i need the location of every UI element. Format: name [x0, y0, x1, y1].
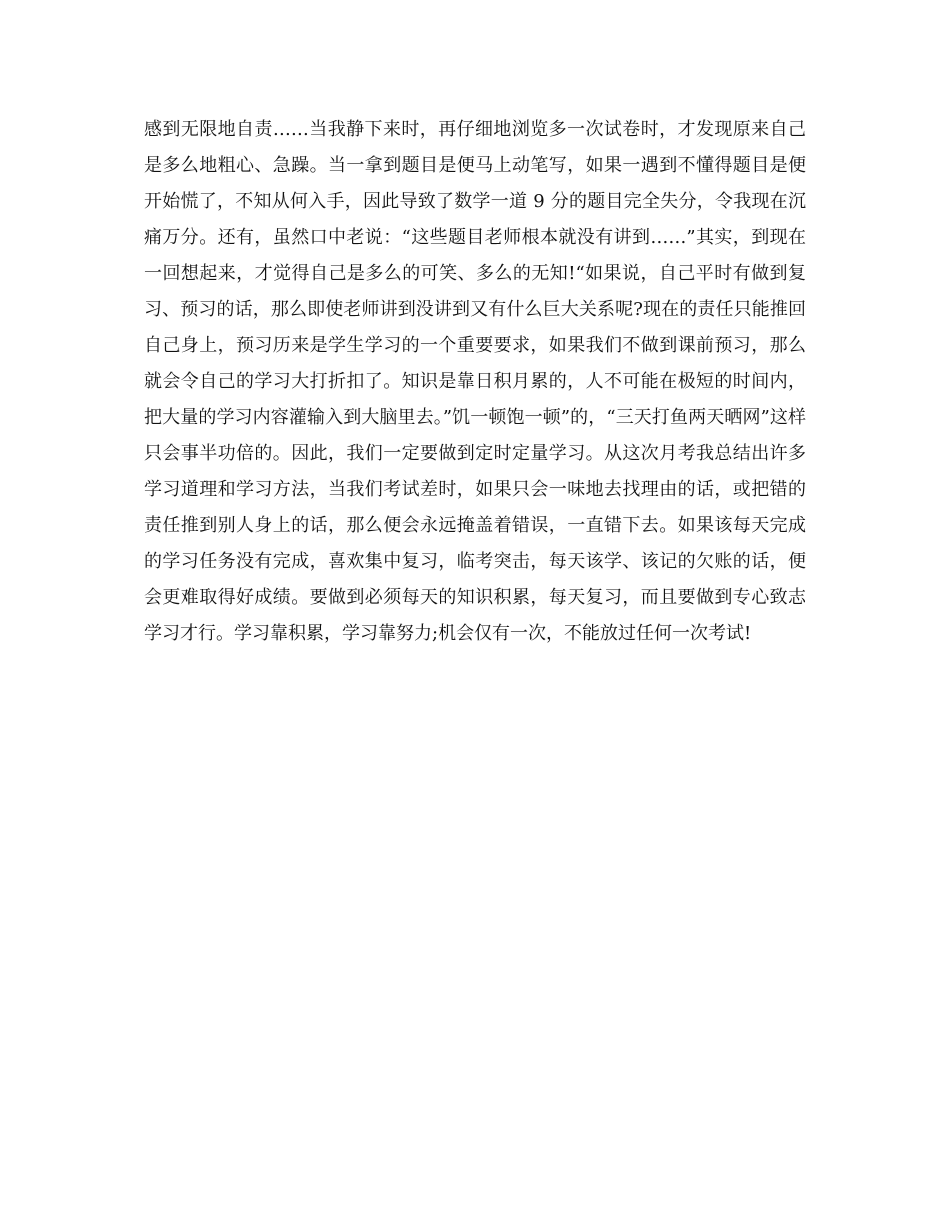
body-paragraph: 感到无限地自责……当我静下来时，再仔细地浏览多一次试卷时，才发现原来自己是多么地粗心、急躁。当一拿到题目是便马上动笔写，如果一遇到不懂得题目是便开始慌了，不知从何入手，因此导致了数学一道 9 分的题目完全失分，令我现在沉痛万分。还有，虽然口中老说：“这些题目老师根本就没有讲到……”其实，到现在一回想起来，才觉得自己是多么的可笑、多么的无知!“如果说，自己平时有做到复习、预习的话，那么即使老师讲到没讲到又有什么巨大关系呢?现在的责任只能推回自己身上，预习历来是学生学习的一个重要要求，如果我们不做到课前预习，那么就会令自己的学习大打折扣了。知识是靠日积月累的，人不可能在极短的时间内，把大量的学习内容灌输入到大脑里去。”饥一顿饱一顿”的，“三天打鱼两天晒网”这样只会事半功倍的。因此，我们一定要做到定时定量学习。从这次月考我总结出许多学习道理和学习方法，当我们考试差时，如果只会一味地去找理由的话，或把错的责任推到别人身上的话，那么便会永远掩盖着错误，一直错下去。如果该每天完成的学习任务没有完成，喜欢集中复习，临考突击，每天该学、该记的欠账的话，便会更难取得好成绩。要做到必须每天的知识积累，每天复习，而且要做到专心致志学习才行。学习靠积累，学习靠努力;机会仅有一次，不能放过任何一次考试! [144, 119, 806, 644]
